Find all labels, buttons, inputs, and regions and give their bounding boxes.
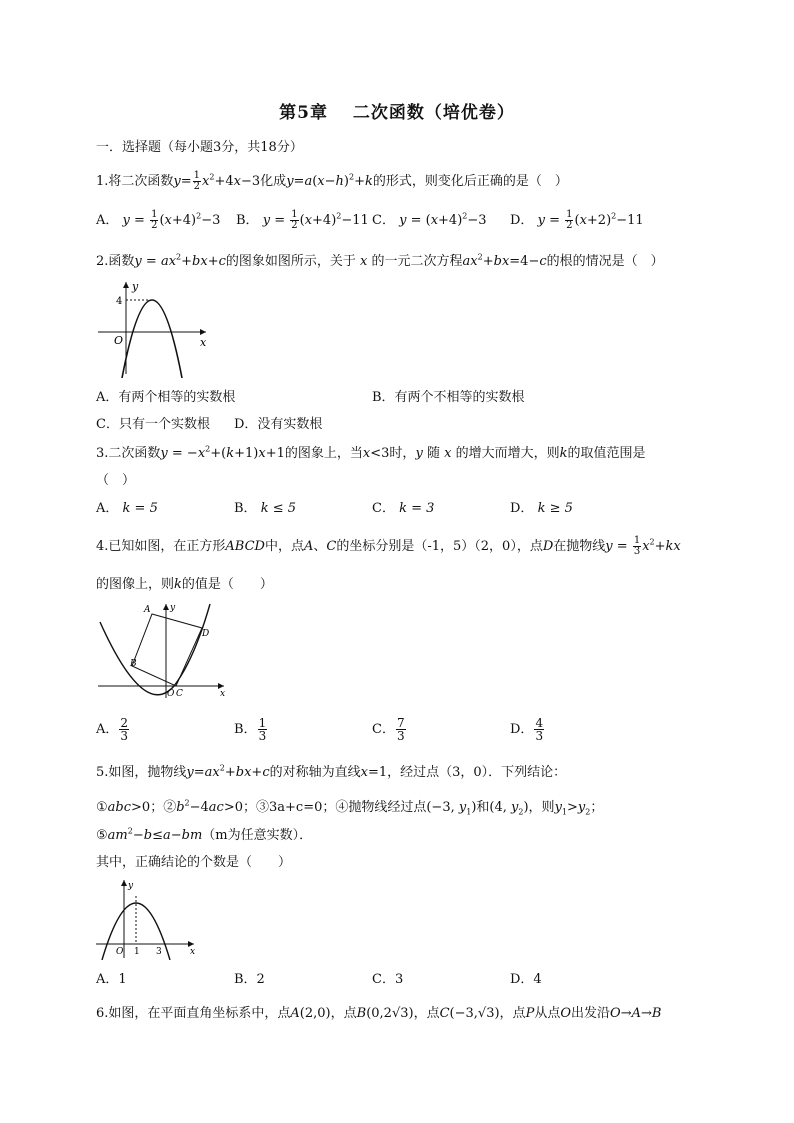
q1-option-c[interactable]: C． $y = (x+4)^2-3$ xyxy=(372,211,487,228)
q4-option-d[interactable]: D． $\frac{4}{3}$ xyxy=(510,716,544,743)
question-4-stem-cont: 的图像上，则k的值是（ ） xyxy=(96,577,273,592)
q2-option-d[interactable]: D．没有实数根 xyxy=(234,417,323,432)
question-1-stem: 1.将二次函数y= $\frac{1}{2}$ $x^2+4x-3$化成$y=a(x-h)^2+k$的形式，则变化后正确的是（ ） xyxy=(96,170,568,192)
q3-option-d[interactable]: D． k ≥ 5 xyxy=(510,501,573,516)
question-2-stem: 2.函数$y = ax^2+bx+c$的图象如图所示，关于 x 的一元二次方程$ax^2+bx=4-c$的根的情况是（ ） xyxy=(96,252,664,269)
q5-option-d[interactable]: D．4 xyxy=(510,972,542,987)
question-3-options xyxy=(96,497,696,517)
q3-option-c[interactable]: C． k = 3 xyxy=(372,501,435,516)
q4-option-a[interactable]: A． $\frac{2}{3}$ xyxy=(96,716,129,743)
q4-label-y: y xyxy=(170,603,176,613)
q5-label-o: O xyxy=(116,947,124,957)
q5-option-b[interactable]: B．2 xyxy=(234,972,265,987)
question-3-stem-cont: （ ） xyxy=(96,473,136,488)
q1-option-d[interactable]: D． y = $\frac{1}{2}$ $(x+2)^2-11$ xyxy=(510,209,644,231)
question-5-conclusions: ①abc>0；$②b^2-4ac>0$；③3a+c=0；④抛物线经过点(−3, $y_1$)和(4, $y_2$)，则$y_1>y_2$； xyxy=(96,798,604,817)
q5-label-3: 3 xyxy=(156,947,162,957)
question-5-ask: 其中，正确结论的个数是（ ） xyxy=(96,855,292,870)
question-4-graph xyxy=(94,600,234,700)
q3-option-b[interactable]: B． k ≤ 5 xyxy=(234,501,297,516)
q4-label-c: C xyxy=(176,689,183,699)
question-5-conclusion-5: $⑤am^2-b\le a-bm(m$为任意实数）． xyxy=(96,826,313,843)
q4-label-d: D xyxy=(202,629,210,639)
question-6-stem: 6.如图，在平面直角坐标系中，点A(2,0)，点B(0,2√3)，点C(−3,√3)，点P从点O出发沿O→A→B xyxy=(96,1006,662,1021)
q4-label-x: x xyxy=(220,689,226,699)
question-2-options-row2 xyxy=(96,413,696,433)
q3-option-a[interactable]: A． k = 5 xyxy=(96,501,158,516)
q5-label-y: y xyxy=(128,881,134,891)
q2-x-label: x xyxy=(200,336,207,349)
q4-option-b[interactable]: B． $\frac{1}{3}$ xyxy=(234,716,267,743)
q4-label-o: O xyxy=(167,689,175,699)
question-1-options xyxy=(96,209,696,231)
question-4-stem: 4.已知如图，在正方形ABCD中，点A、C的坐标分别是（-1，5）（2，0），点D在抛物线y = $\frac{1}{3}$ $x^2+kx$ xyxy=(96,535,681,557)
q5-label-1: 1 xyxy=(134,947,140,957)
page-title: 第5章 二次函数（培优卷） xyxy=(279,103,515,123)
q2-y-label: y xyxy=(132,280,139,293)
q1-option-b[interactable]: B． y = $\frac{1}{2}$ $(x+4)^2-11$ xyxy=(236,209,369,231)
question-5-options xyxy=(96,968,696,988)
q5-label-x: x xyxy=(190,947,196,957)
question-5-stem: 5.如图，抛物线$y=ax^2+bx+c$的对称轴为直线x=1，经过点（3，0）．下列结论： xyxy=(96,763,567,780)
q2-option-b[interactable]: B．有两个不相等的实数根 xyxy=(372,390,525,405)
q2-option-c[interactable]: C．只有一个实数根 xyxy=(96,417,210,432)
q2-peak-label: 4 xyxy=(116,296,123,307)
q4-label-a: A xyxy=(144,605,151,615)
section-heading: 一．选择题（每小题3分，共18分） xyxy=(96,140,303,155)
q4-option-c[interactable]: C． $\frac{7}{3}$ xyxy=(372,716,405,743)
question-2-options-row1 xyxy=(96,386,696,406)
question-4-options xyxy=(96,713,696,747)
q2-origin-label: O xyxy=(114,334,124,347)
q5-option-c[interactable]: C．3 xyxy=(372,972,404,987)
q4-label-b: B xyxy=(130,659,137,669)
question-3-stem: 3.二次函数$y = -x^2+(k+1)x+1$的图象上，当x<3时，y 随 x 的增大而增大，则k的取值范围是 xyxy=(96,444,646,461)
question-5-graph xyxy=(94,876,204,960)
q5-option-a[interactable]: A．1 xyxy=(96,972,127,987)
q1-option-a[interactable]: A． y = $\frac{1}{2}$ $(x+4)^2-3$ xyxy=(96,209,221,231)
question-2-graph xyxy=(94,278,214,378)
q2-option-a[interactable]: A．有两个相等的实数根 xyxy=(96,390,236,405)
